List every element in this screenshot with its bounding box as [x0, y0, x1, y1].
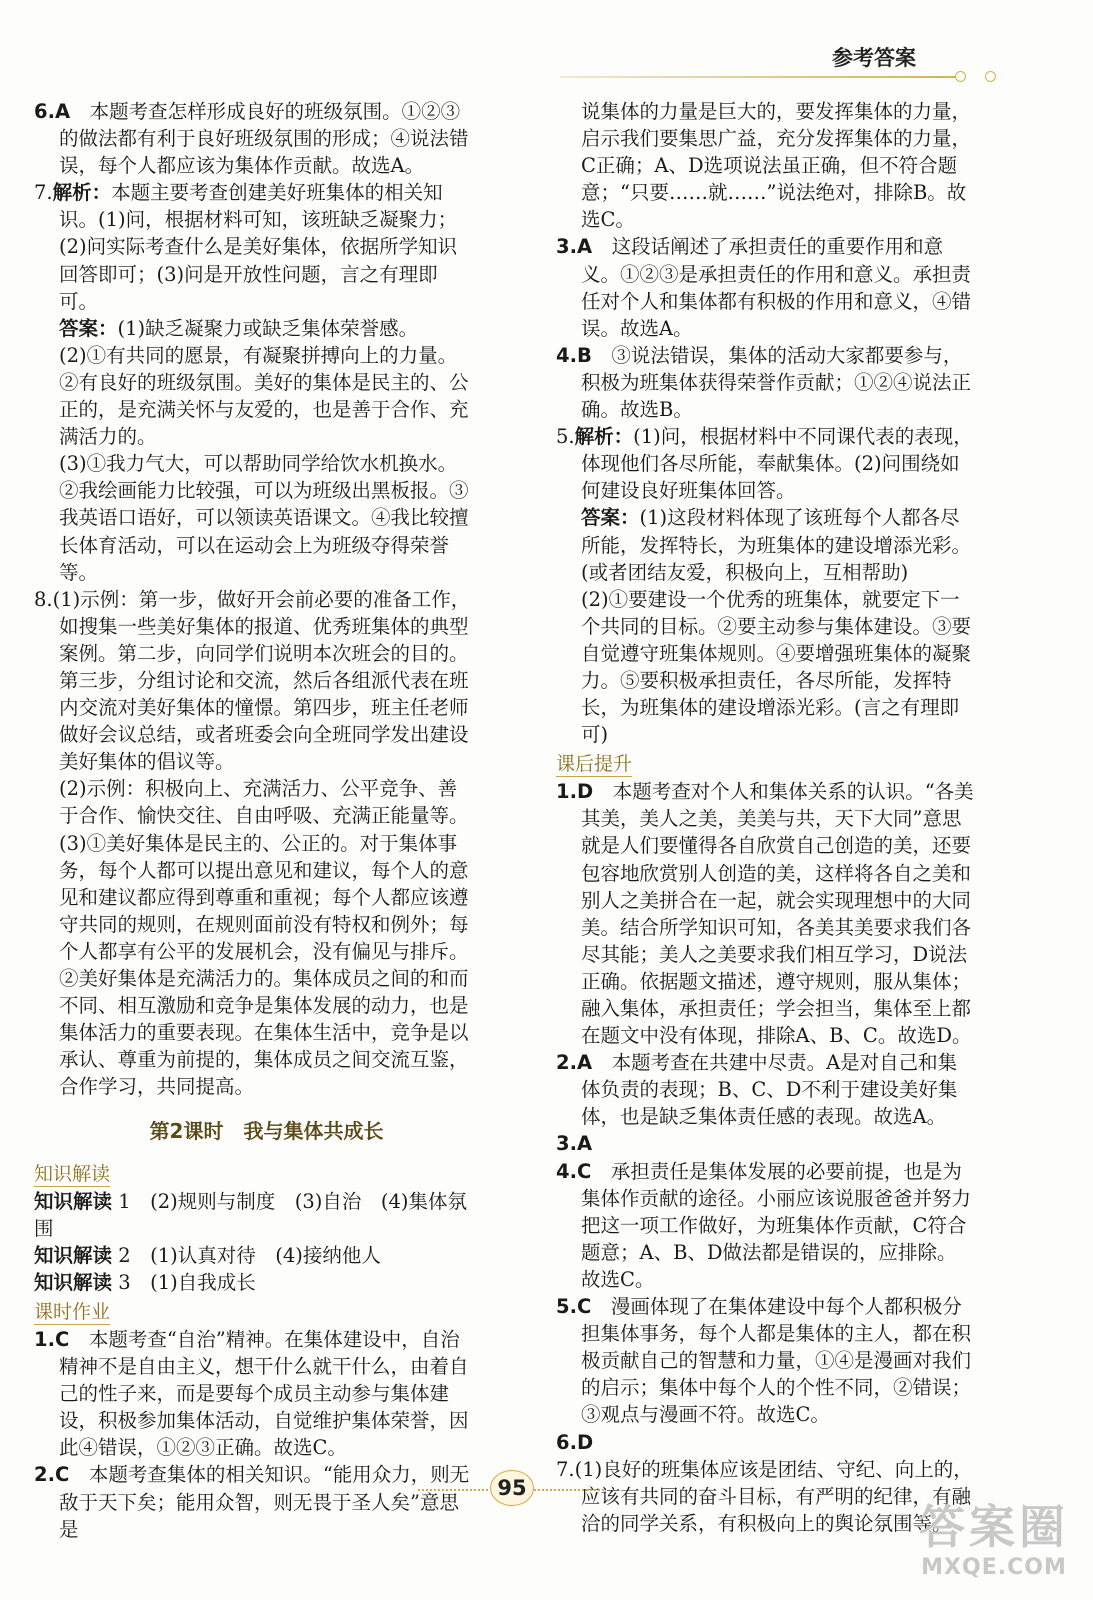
- header-ornament-circle: [955, 71, 966, 82]
- answer-line: (2)①要建设一个优秀的班集体，就要定下一个共同的目标。②要主动参与集体建设。③要自觉遵守班集体规则。④要增强班集体的凝聚力。⑤要积极承担责任，各尽所能，发挥特长，为班集体的建设增添光彩。(言之有理即可): [581, 587, 972, 747]
- item-number: 7.: [34, 181, 53, 205]
- header-ornament-circle: [985, 71, 996, 82]
- analysis-label: 解析：: [574, 425, 634, 449]
- item-number: 2.A: [556, 1051, 593, 1075]
- item-text: 本题主要考查创建美好班集体的相关知识。(1)问，根据材料可知，该班缺乏凝聚力；(2)问实际考查什么是美好集体，依据所学知识回答即可；(3)问是开放性问题，言之有理即可。: [59, 181, 458, 313]
- item-number: 6.D: [556, 1430, 594, 1454]
- item-number: 8.: [34, 587, 53, 611]
- knowledge-text: (1)认真对待 (4)接纳他人: [150, 1243, 381, 1267]
- knowledge-label: 知识解读: [34, 1189, 113, 1213]
- answer-item: [556, 342, 974, 423]
- item-text: ③说法错误，集体的活动大家都要参与，积极为班集体获得荣誉作贡献；①②④说法正确。故选B。: [581, 343, 972, 422]
- item-number: 2.C: [34, 1463, 70, 1487]
- answer-item: [34, 98, 474, 179]
- item-text: (1)问，根据材料中不同课代表的表现，体现他们各尽所能，奉献集体。(2)问围绕如何建设良好班集体回答。: [581, 425, 973, 503]
- answer-label: 答案：: [581, 506, 640, 530]
- section-heading: 课后提升: [556, 753, 633, 776]
- answer-line: (3)①美好集体是民主的、公正的。对于集体事务，每个人都可以提出意见和建议，每个人的意见和建议都应得到尊重和重视；每个人都应该遵守共同的规则，在规则面前没有特权和例外；每个人都享有公平的发展机会，没有偏见与排斥。②美好集体是充满活力的。集体成员之间的和而不同、相互激励和竞争是集体发展的动力，也是集体活力的重要表现。在集体生活中，竞争是以承认、尊重为前提的，集体成员之间交流互鉴，合作学习，共同提高。: [59, 831, 469, 1099]
- answer-item: [556, 423, 974, 504]
- item-number: 4.C: [556, 1159, 592, 1183]
- item-number: 6.A: [34, 100, 71, 123]
- footer-ornament-right: [534, 1489, 604, 1491]
- item-number: 7.: [556, 1457, 575, 1481]
- item-text: 本题考查怎样形成良好的班级氛围。①②③的做法都有利于良好班级氛围的形成；④说法错误，每个人都应该为集体作贡献。故选A。: [59, 100, 469, 178]
- answer-label: 答案：: [59, 316, 118, 340]
- item-text: (1)示例：第一步，做好开会前必要的准备工作，如搜集一些美好集体的报道、优秀班集体的典型案例。第二步，向同学们说明本次班会的目的。第三步，分组讨论和交流，然后各组派代表在班内交流对美好集体的憧憬。第四步，班主任老师做好会议总结，或者班委会向全班同学发出建设美好集体的倡议等。: [52, 587, 471, 774]
- watermark-bottom: MXQE.COM: [921, 1555, 1067, 1580]
- knowledge-number: 2: [118, 1243, 131, 1267]
- item-text: 本题考查“自治”精神。在集体建设中，自治精神不是自由主义，想干什么就干什么，由着自己的性子来，而是要每个成员主动参与集体建设，积极参加集体活动，自觉维护集体荣誉，因此④错误，①②③正确。故选C。: [59, 1327, 469, 1460]
- item-number: 5.: [556, 425, 575, 449]
- item-number: 4.B: [556, 343, 592, 367]
- answer-line: [556, 504, 974, 585]
- item-text: 承担责任是集体发展的必要前提，也是为集体作贡献的途径。小丽应该说服爸爸并努力把这一项工作做好，为班集体作贡献，C符合题意；A、B、D做法都是错误的，应排除。故选C。: [581, 1159, 972, 1291]
- answer-item: [34, 1461, 474, 1542]
- knowledge-text: (2)规则与制度 (3)自治 (4)集体氛围: [34, 1189, 468, 1240]
- answer-text: (1)缺乏凝聚力或缺乏集体荣誉感。: [117, 316, 419, 340]
- item-number: 3.A: [556, 235, 593, 259]
- header-divider: [560, 76, 960, 78]
- lesson-number: 第2课时: [149, 1119, 224, 1144]
- watermark-logo: [900, 1500, 1088, 1594]
- answer-item: [556, 233, 974, 341]
- watermark-top: 答案圈: [919, 1500, 1069, 1554]
- lesson-title: 我与集体共成长: [243, 1119, 384, 1144]
- item-text: 本题考查在共建中尽责。A是对自己和集体负责的表现；B、C、D不利于建设美好集体，也是缺乏集体责任感的表现。故选A。: [581, 1051, 958, 1129]
- answer-line: (2)示例：积极向上、充满活力、公平竞争、善于合作、愉快交往、自由呼吸、充满正能量等。: [59, 777, 469, 828]
- item-number: 1.D: [556, 780, 594, 804]
- knowledge-line: [34, 1269, 474, 1296]
- knowledge-line: [34, 1242, 474, 1269]
- answer-continuation: 说集体的力量是巨大的，要发挥集体的力量，启示我们要集思广益，充分发挥集体的力量，C正确；A、D选项说法虽正确，但不符合题意；“只要……就……”说法绝对，排除B。故选C。: [581, 100, 972, 232]
- answer-item: [556, 1130, 974, 1157]
- answer-line: [34, 315, 474, 342]
- header-title: 参考答案: [832, 46, 916, 70]
- answer-item: [556, 778, 974, 1049]
- analysis-label: 解析：: [52, 181, 112, 205]
- answer-line: (2)①有共同的愿景，有凝聚拼搏向上的力量。②有良好的班级氛围。美好的集体是民主的、公正的，是充满关怀与友爱的，也是善于合作、充满活力的。: [59, 343, 469, 449]
- page-number: 95: [490, 1470, 534, 1506]
- answer-item: [556, 1049, 974, 1130]
- answer-item: [556, 1293, 974, 1428]
- knowledge-number: 3: [118, 1270, 131, 1294]
- knowledge-label: 知识解读: [34, 1243, 113, 1267]
- answer-item: [34, 179, 474, 314]
- answer-item: [556, 1158, 974, 1293]
- answer-item: [556, 1429, 974, 1456]
- footer-ornament-left: [418, 1489, 488, 1491]
- knowledge-line: [34, 1188, 474, 1242]
- item-number: 5.C: [556, 1295, 592, 1319]
- knowledge-number: 1: [118, 1189, 131, 1213]
- item-number: 3.A: [556, 1132, 593, 1156]
- section-heading: 课时作业: [34, 1300, 111, 1323]
- item-number: 1.C: [34, 1327, 70, 1351]
- item-text: 这段话阐述了承担责任的重要作用和意义。①②③是承担责任的作用和意义。承担责任对个人和集体都有积极的作用和意义，④错误。故选A。: [581, 235, 972, 340]
- answer-item: [34, 1326, 474, 1461]
- answer-line: (3)①我力气大，可以帮助同学给饮水机换水。②我绘画能力比较强，可以为班级出黑板报。③我英语口语好，可以领读英语课文。④我比较擅长体育活动，可以在运动会上为班级夺得荣誉等。: [59, 452, 469, 584]
- knowledge-label: 知识解读: [34, 1270, 113, 1294]
- right-column: [556, 98, 974, 1537]
- answer-item: [34, 586, 474, 776]
- answer-text: (1)这段材料体现了该班每个人都各尽所能，发挥特长，为班集体的建设增添光彩。(或者团结友爱，积极向上，互相帮助): [581, 506, 972, 584]
- knowledge-text: (1)自我成长: [150, 1270, 256, 1294]
- section-heading: 知识解读: [34, 1162, 111, 1185]
- left-column: [34, 98, 474, 1543]
- item-text: (1)良好的班集体应该是团结、守纪、向上的，应该有共同的奋斗目标，有严明的纪律，有融洽的同学关系，有积极向上的舆论氛围等。: [574, 1457, 973, 1535]
- item-text: 漫画体现了在集体建设中每个人都积极分担集体事务，每个人都是集体的主人，都在积极贡献自己的智慧和力量，①④是漫画对我们的启示；集体中每个人的个性不同，②错误；③观点与漫画不符。故选C。: [581, 1295, 972, 1427]
- item-text: 本题考查对个人和集体关系的认识。“各美其美，美人之美，美美与共，天下大同”意思就是人们要懂得各自欣赏自己创造的美，还要包容地欣赏别人创造的美，这样将各自之美和别人之美拼合在一起，就会实现理想中的大同美。结合所学知识可知，各美其美要求我们各尽其能；美人之美要求我们相互学习，D说法正确。依据题文描述，遵守规则，服从集体；融入集体，承担责任；学会担当，集体至上都在题文中没有体现，排除A、B、C。故选D。: [581, 780, 974, 1048]
- item-text: 本题考查集体的相关知识。“能用众力，则无敌于天下矣；能用众智，则无畏于圣人矣”意思是: [59, 1463, 470, 1541]
- lesson-heading: [34, 1118, 474, 1145]
